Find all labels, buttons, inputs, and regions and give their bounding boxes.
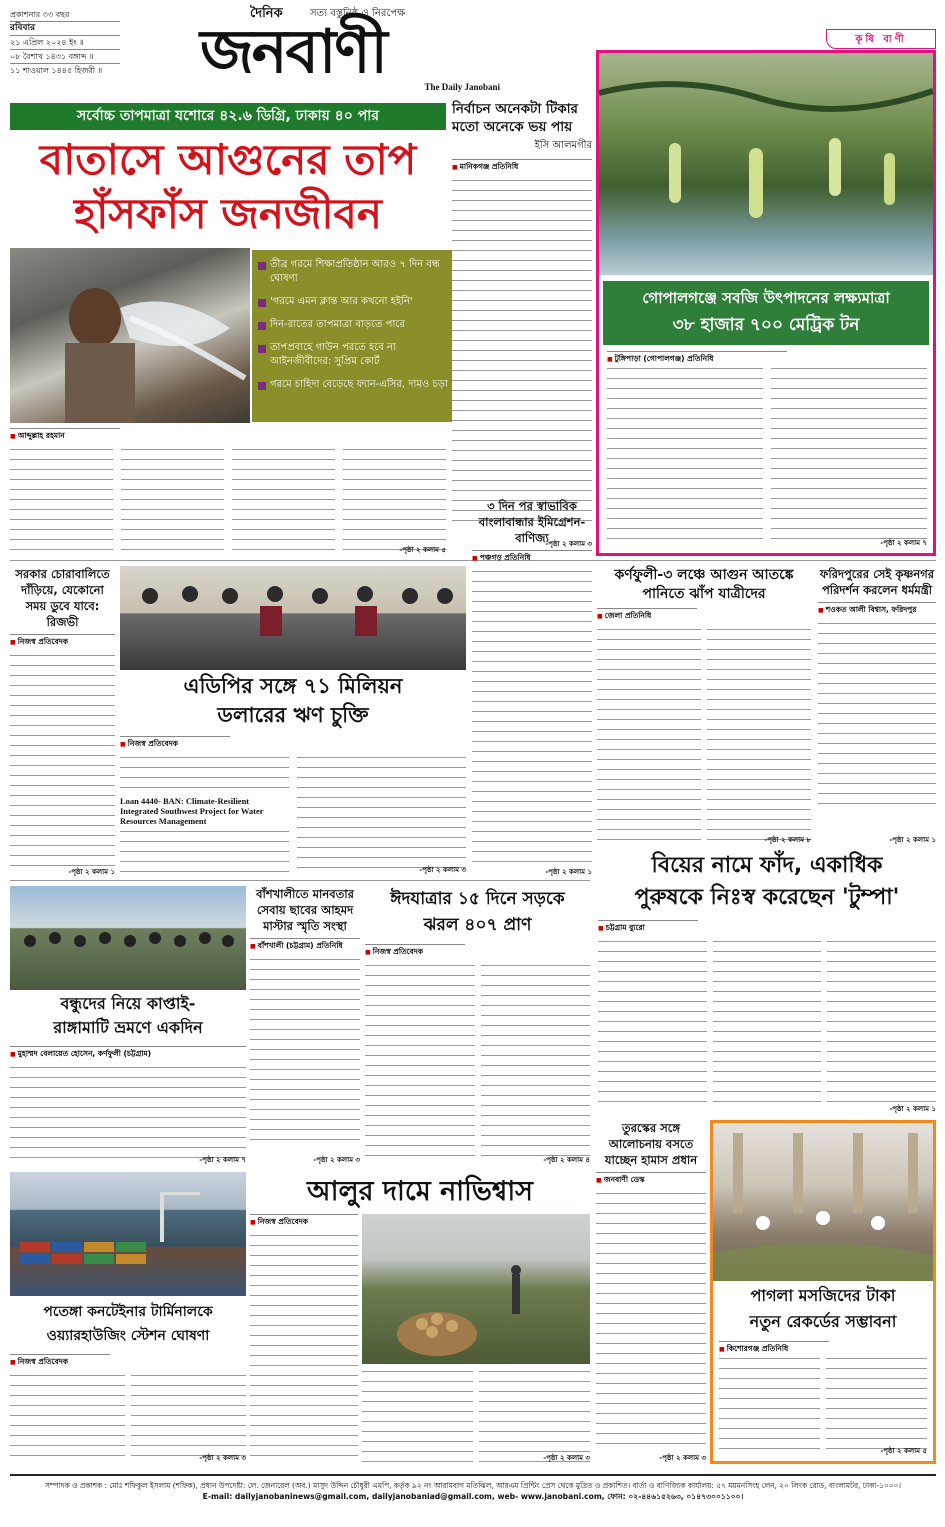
krishi-headline-line1: গোপালগঞ্জে সবজি উৎপাদনের লক্ষ্যমাত্রা bbox=[642, 289, 890, 307]
potato-photo bbox=[362, 1214, 590, 1364]
newspaper-logo bbox=[190, 2, 590, 98]
mosque-column bbox=[719, 1355, 820, 1449]
kaptai-body bbox=[10, 1046, 246, 1166]
ec-attribution: ইসি আলমগীর bbox=[534, 140, 592, 151]
faridpur-body bbox=[818, 620, 936, 810]
eid-column bbox=[365, 962, 475, 1160]
faridpur-byline: ■ শওকত আলী বিশ্বাস, ফরিদপুর bbox=[818, 602, 936, 617]
adb-continued: -পৃষ্ঠা ২ কলাম ৩ bbox=[419, 866, 466, 874]
rizvi-byline: ■ নিজস্ব প্রতিবেদক bbox=[10, 634, 115, 649]
kaptai-photo bbox=[10, 886, 246, 990]
bullet-square-icon bbox=[258, 382, 266, 390]
krishi-byline: ■ টুঙ্গিপাড়া (গোপালগঞ্জ) প্রতিনিধি bbox=[607, 351, 787, 366]
lead-body bbox=[10, 428, 446, 556]
tumpa-headline-line1: বিয়ের নামে ফাঁদ, একাধিক bbox=[651, 853, 883, 878]
bashkhali-story bbox=[250, 886, 360, 1166]
mosque-photo bbox=[713, 1123, 933, 1281]
eid-byline: ■ নিজস্ব প্রতিবেদক bbox=[365, 944, 465, 959]
eid-body bbox=[365, 944, 590, 1166]
english-name: The Daily Janobani bbox=[424, 82, 500, 92]
patenga-column bbox=[10, 1372, 125, 1458]
potato-column bbox=[362, 1368, 473, 1464]
krishi-continued: -পৃষ্ঠা ২ কলাম ৭ bbox=[880, 539, 927, 547]
masthead-dateline bbox=[10, 8, 120, 75]
kaptai-headline-line2: রাঙ্গামাটি ভ্রমণে একদিন bbox=[53, 1018, 203, 1037]
bullet-square-icon bbox=[258, 299, 266, 307]
krishi-section bbox=[596, 34, 936, 556]
hamas-byline: ■ জনবাণী ডেস্ক bbox=[596, 1172, 706, 1187]
krishi-label: কৃষি বাণী bbox=[826, 29, 936, 49]
immigration-byline: ■ পঞ্চগড় প্রতিনিধি bbox=[472, 550, 592, 565]
patenga-headline bbox=[10, 1300, 246, 1352]
dainik-label: দৈনিক bbox=[250, 6, 283, 21]
immigration-body bbox=[472, 568, 592, 868]
bashkhali-continued: -পৃষ্ঠা ২ কলাম ৩ bbox=[313, 1156, 360, 1164]
footer-contact: E-mail: dailyjanobaninews@gmail.com, dailyjanobaniad@gmail.com, web- www.janobani.com, ফোন: ০২-৪৪৬১৫২৬৩, ০১৪৭৩০০১১০০। bbox=[202, 1492, 744, 1501]
karnaphuli-story bbox=[597, 566, 811, 846]
krishi-column bbox=[771, 365, 927, 541]
immigration-continued: -পৃষ্ঠা ২ কলাম ১ bbox=[545, 868, 592, 876]
karnaphuli-column bbox=[707, 626, 811, 840]
potato-body-right bbox=[362, 1368, 590, 1464]
bullet-square-icon bbox=[258, 262, 266, 270]
tumpa-column bbox=[598, 938, 707, 1110]
eid-headline-line1: ঈদযাত্রার ১৫ দিনে সড়কে bbox=[390, 889, 565, 909]
potato-column bbox=[479, 1368, 590, 1464]
tumpa-continued: -পৃষ্ঠা ২ কলাম ১ bbox=[889, 1105, 936, 1113]
kaptai-column bbox=[10, 1064, 246, 1160]
karnaphuli-column bbox=[597, 626, 701, 840]
krishi-body bbox=[607, 365, 927, 541]
lead-photo bbox=[10, 248, 250, 423]
potato-headline: আলুর দামে নাভিশ্বাস bbox=[307, 1176, 533, 1207]
krishi-column bbox=[607, 365, 763, 541]
tumpa-headline bbox=[598, 850, 936, 918]
bullet-item: গরমে চাহিদা বেড়েছে ফ্যান-এসির, দামও চড়া bbox=[258, 378, 458, 392]
mosque-headline-line2: নতুন রেকর্ডের সম্ভাবনা bbox=[749, 1312, 897, 1331]
tumpa-headline-line2: পুরুষকে নিঃস্ব করেছেন 'টুম্পা' bbox=[634, 885, 900, 910]
patenga-headline-line2: ওয়্যারহাউজিং স্টেশন ঘোষণা bbox=[46, 1328, 210, 1344]
patenga-photo bbox=[10, 1172, 246, 1296]
rizvi-body bbox=[10, 652, 115, 872]
patenga-body bbox=[10, 1354, 246, 1464]
patenga-column bbox=[131, 1372, 246, 1458]
tumpa-column bbox=[713, 938, 822, 1110]
tumpa-column bbox=[827, 938, 936, 1110]
adb-english-text: Loan 4440- BAN: Climate-Resilient Integrated Southwest Project for Water Resources Management bbox=[120, 796, 264, 826]
day-label: রবিবার bbox=[10, 22, 120, 36]
bashkhali-body bbox=[250, 956, 360, 1142]
kaptai-continued: -পৃষ্ঠা ২ কলাম ৭ bbox=[199, 1156, 246, 1164]
potato-body-left bbox=[250, 1214, 358, 1464]
hamas-continued: -পৃষ্ঠা ২ কলাম ৩ bbox=[659, 1454, 706, 1462]
footer-imprint: সম্পাদক ও প্রকাশক : মোঃ শফিকুল ইসলাম (শফিক), প্রধান উপদেষ্টা: লে. জেনারেল (অব.) মাসুদ উদ্দিন চৌধুরী এমপি, কর্তৃক ৯২ নং আরামবাগ মতিঝিল, আরএম প্রিন্টিং প্রেস থেকে মুদ্রিত ও প্রকাশিত। বার্তা ও বাণিজ্যিক কার্যালয়: ৫৭ ময়মনসিংহ লেন, ২০ লিংক রোড, বাংলামটর, ঢাকা-১০০০। bbox=[45, 1481, 901, 1490]
bullet-item: 'গরমে এমন ক্লান্ত আর কখনো হইনি' bbox=[258, 295, 458, 309]
patenga-byline: ■ নিজস্ব প্রতিবেদক bbox=[10, 1354, 110, 1369]
patenga-headline-line1: পতেঙ্গা কনটেইনার টার্মিনালকে bbox=[43, 1304, 213, 1320]
potato-column bbox=[250, 1232, 358, 1458]
kaptai-byline: ■ মুহাম্মদ বেলায়েত হোসেন, কর্ণফুলী (চট্টগ্রাম) bbox=[10, 1046, 246, 1061]
hamas-body bbox=[596, 1190, 706, 1446]
lead-column bbox=[121, 446, 224, 554]
ec-byline: ■ মানিকগঞ্জ প্রতিনিধি bbox=[452, 159, 592, 174]
hamas-story bbox=[596, 1120, 706, 1464]
lead-column bbox=[343, 446, 446, 554]
bashkhali-headline: বাঁশখালীতে মানবতার সেবায় ছাবের আহমদ মাস্টার স্মৃতি সংস্থা bbox=[256, 887, 354, 933]
kaptai-headline-line1: বন্ধুদের নিয়ে কাপ্তাই- bbox=[60, 994, 196, 1013]
adb-column bbox=[120, 828, 289, 872]
adb-column bbox=[120, 754, 289, 794]
adb-photo bbox=[120, 566, 466, 670]
faridpur-continued: -পৃষ্ঠা ২ কলাম ১ bbox=[889, 836, 936, 844]
faridpur-story bbox=[818, 566, 936, 846]
logo-wordmark: জনবাণী bbox=[200, 17, 386, 87]
potato-byline: ■ নিজস্ব প্রতিবেদক bbox=[250, 1214, 358, 1229]
rizvi-story bbox=[10, 566, 115, 878]
karnaphuli-headline: কর্ণফুলী-৩ লঞ্চে আগুন আতঙ্কে পানিতে ঝাঁপ যাত্রীদের bbox=[614, 567, 794, 602]
eid-headline bbox=[365, 886, 590, 942]
krishi-headline-box bbox=[603, 281, 929, 345]
tumpa-body bbox=[598, 920, 936, 1115]
kaptai-headline bbox=[10, 992, 246, 1044]
krishi-headline-line2: ৩৮ হাজার ৭০০ মেট্রিক টন bbox=[672, 315, 860, 335]
eid-column bbox=[481, 962, 591, 1160]
adb-headline-line2: ডলারের ঋণ চুক্তি bbox=[217, 703, 369, 727]
rizvi-continued: -পৃষ্ঠা ২ কলাম ১ bbox=[68, 868, 115, 876]
hamas-headline: তুরস্কের সঙ্গে আলোচনায় বসতে যাচ্ছেন হামাস প্রধান bbox=[604, 1121, 698, 1167]
bullet-item: দিন-রাতের তাপমাত্রা বাড়তে পারে bbox=[258, 318, 458, 332]
ec-continued: -পৃষ্ঠা ২ কলাম ৩ bbox=[545, 540, 592, 548]
faridpur-headline: ফরিদপুরের সেই কৃষ্ণনগর পরিদর্শন করলেন ধর্মমন্ত্রী bbox=[819, 567, 935, 597]
bullet-item: তীব্র গরমে শিক্ষাপ্রতিষ্ঠান আরও ৭ দিন বন্ধ ঘোষণা bbox=[258, 258, 458, 286]
mosque-box bbox=[710, 1120, 936, 1464]
date-hijri: ১১ শাওয়াল ১৪৪৫ হিজরী ॥ bbox=[10, 66, 103, 75]
eid-headline-line2: ঝরল ৪০৭ প্রাণ bbox=[423, 915, 532, 935]
mosque-byline: ■ কিশোরগঞ্জ প্রতিনিধি bbox=[719, 1341, 829, 1356]
bullet-item: তাপপ্রবাহে গাউন পরতে হবে না আইনজীবীদের: সুপ্রিম কোর্ট bbox=[258, 341, 458, 369]
date-en: ২১ এপ্রিল ২০২৪ ইং ॥ bbox=[10, 36, 120, 50]
lead-column bbox=[232, 446, 335, 554]
top-banner: সর্বোচ্চ তাপমাত্রা যশোরে ৪২.৬ ডিগ্রি, ঢাকায় ৪০ পার bbox=[10, 103, 446, 130]
eid-continued: -পৃষ্ঠা ২ কলাম ৪ bbox=[543, 1156, 590, 1164]
lead-column bbox=[10, 446, 113, 554]
mosque-column bbox=[826, 1355, 927, 1449]
mosque-continued: -পৃষ্ঠা ২ কলাম ৫ bbox=[880, 1447, 927, 1455]
lead-bullet-box bbox=[252, 250, 464, 422]
lead-byline: ■ আব্দুল্লাহ রহমান bbox=[10, 428, 120, 443]
adb-headline bbox=[120, 672, 466, 730]
adb-body bbox=[120, 736, 466, 876]
lead-headline-line2: হাঁসফাঁস জনজীবন bbox=[74, 189, 382, 238]
footer bbox=[10, 1474, 936, 1518]
adb-column bbox=[297, 754, 466, 872]
immigration-headline: ৩ দিন পর স্বাভাবিক বাংলাবান্ধার ইমিগ্রেশন-বাণিজ্য bbox=[478, 499, 586, 545]
bullet-square-icon bbox=[258, 322, 266, 330]
immigration-story bbox=[472, 498, 592, 878]
tagline: সত্য বস্তুনিষ্ঠ ও নিরপেক্ষ bbox=[310, 8, 406, 19]
ec-headline: নির্বাচন অনেকটা টিকার মতো অনেকে ভয় পায় bbox=[452, 101, 578, 135]
karnaphuli-continued: -পৃষ্ঠা ২ কলাম ৮ bbox=[764, 836, 811, 844]
mosque-headline-box bbox=[713, 1283, 933, 1339]
adb-byline: ■ নিজস্ব প্রতিবেদক bbox=[120, 736, 230, 751]
lead-continued: -পৃষ্ঠা ২ কলাম ৫ bbox=[399, 546, 446, 554]
adb-headline-line1: এডিপির সঙ্গে ৭১ মিলিয়ন bbox=[183, 674, 403, 698]
tumpa-byline: ■ চট্টগ্রাম ব্যুরো bbox=[598, 920, 698, 935]
mosque-headline-line1: পাগলা মসজিদের টাকা bbox=[750, 1286, 896, 1305]
bashkhali-byline: ■ বাঁশখালী (চট্টগ্রাম) প্রতিনিধি bbox=[250, 938, 360, 953]
bullet-square-icon bbox=[258, 345, 266, 353]
ec-story bbox=[452, 100, 592, 550]
edition-line: প্রকাশনার ৩৩ বছর bbox=[10, 8, 120, 22]
patenga-continued: -পৃষ্ঠা ২ কলাম ৩ bbox=[199, 1454, 246, 1462]
potato-continued: -পৃষ্ঠা ২ কলাম ৩ bbox=[543, 1454, 590, 1462]
mosque-body bbox=[719, 1355, 927, 1449]
date-bn: ০৮ বৈশাখ ১৪৩১ বঙ্গাব্দ ॥ bbox=[10, 50, 120, 64]
lead-headline-line1: বাতাসে আগুনের তাপ bbox=[39, 135, 417, 184]
ec-body bbox=[452, 177, 592, 522]
krishi-photo bbox=[599, 53, 933, 275]
section-rule bbox=[10, 880, 590, 881]
rizvi-headline: সরকার চোরাবালিতে দাঁড়িয়ে, যেকোনো সময় ডুবে যাবে: রিজভী bbox=[15, 567, 110, 629]
karnaphuli-byline: ■ জেলা প্রতিনিধি bbox=[597, 608, 697, 623]
